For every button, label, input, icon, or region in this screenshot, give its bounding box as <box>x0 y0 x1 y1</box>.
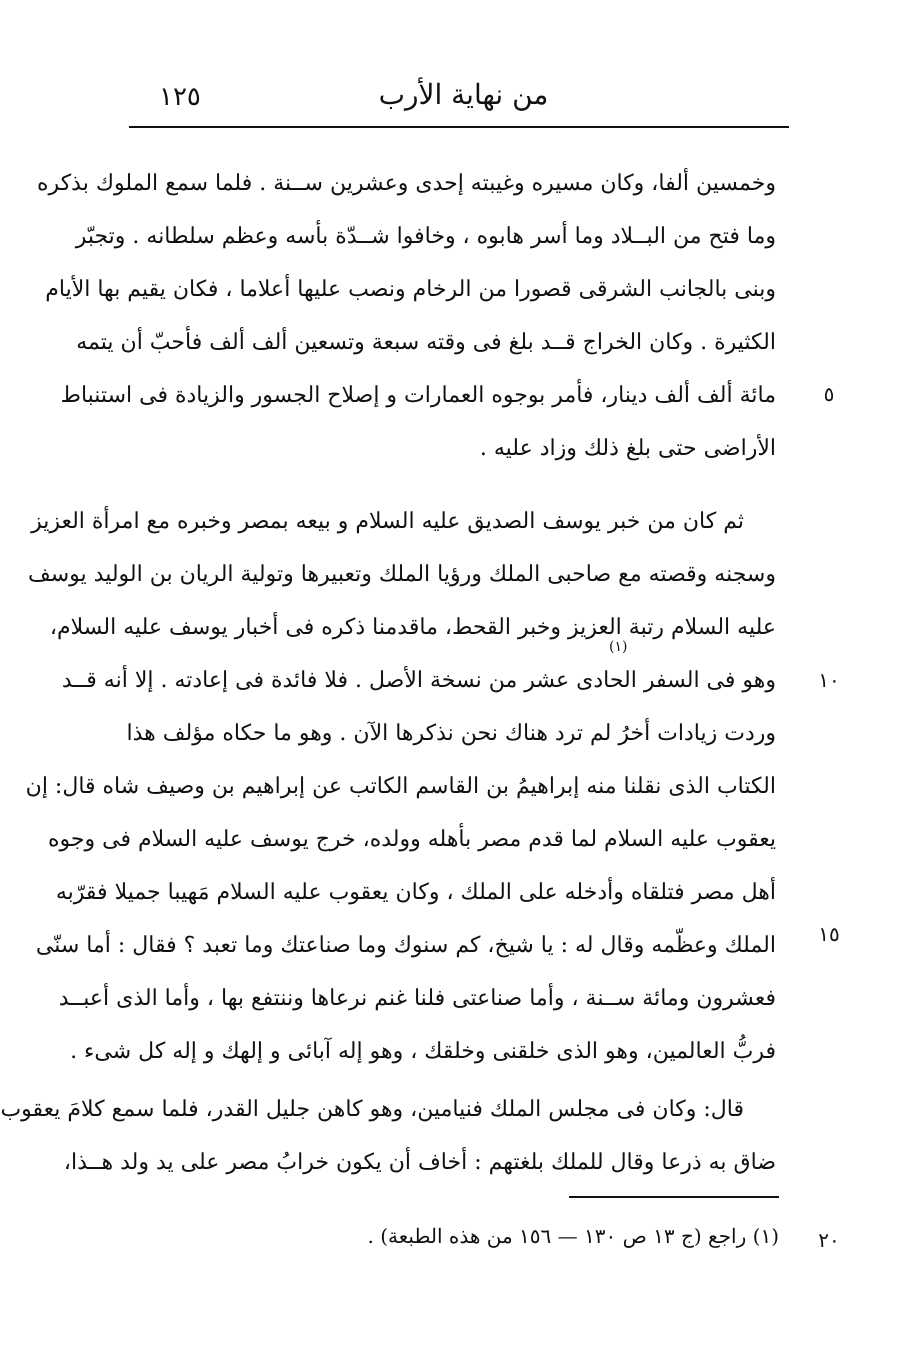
text-line: يعقوب عليه السلام لما قدم مصر بأهله وولده، خرج يوسف عليه السلام فى وجوه <box>48 827 776 852</box>
text-line: الأراضى حتى بلغ ذلك وزاد عليه . <box>479 436 776 461</box>
text-line: فعشرون ومائة ســنة ، وأما صناعتى فلنا غنم نرعاها وننتفع بها ، وأما الذى أعبــد <box>58 986 776 1011</box>
paragraph-3 <box>0 1083 776 1189</box>
footnote-marker: (١) <box>609 639 628 655</box>
text-line: وردت زيادات أخرُ لم ترد هناك نحن نذكرها الآن . وهو ما حكاه مؤلف هذا <box>126 721 776 746</box>
text-line: أهل مصر فتلقاه وأدخله على الملك ، وكان يعقوب عليه السلام مَهيبا جميلا فقرّبه <box>55 880 776 905</box>
line-number: ٢٠ <box>818 1228 840 1252</box>
line-number: ١٥ <box>818 922 840 946</box>
footnote-rule <box>569 1196 779 1198</box>
text-line: الملك وعظّمه وقال له : يا شيخ، كم سنوك وما صناعتك وما تعبد ؟ فقال : أما سنّى <box>35 933 776 958</box>
line-number: ٥ <box>823 382 835 406</box>
header-rule <box>129 126 789 128</box>
text-line: فربُّ العالمين، وهو الذى خلقنى وخلقك ، وهو إله آبائى و إلهك و إله كل شىء . <box>70 1039 776 1064</box>
footnote: (١) راجع (ج ١٣ ص ١٣٠ — ١٥٦ من هذه الطبعة) . <box>367 1224 779 1248</box>
paragraph-2 <box>25 495 776 1078</box>
text-line: وبنى بالجانب الشرقى قصورا من الرخام ونصب عليها أعلاما ، فكان يقيم بها الأيام <box>45 277 776 302</box>
text-line: مائة ألف ألف دينار، فأمر بوجوه العمارات و إصلاح الجسور والزيادة فى استنباط <box>60 383 776 408</box>
text-line: وما فتح من البــلاد وما أسر هابوه ، وخافوا شــدّة بأسه وعظم سلطانه . وتجبّر <box>75 224 776 249</box>
text-line: ثم كان من خبر يوسف الصديق عليه السلام و بيعه بمصر وخبره مع امرأة العزيز <box>31 509 744 534</box>
running-title: من نهاية الأرب <box>378 78 549 111</box>
text-line: ضاق به ذرعا وقال للملك بلغتهم : أخاف أن يكون خرابُ مصر على يد ولد هــذا، <box>63 1150 776 1175</box>
text-line: وهو فى السفر الحادى عشر من نسخة الأصل . فلا فائدة فى إعادته . إلا أنه قــد <box>61 668 776 693</box>
text-line: وخمسين ألفا، وكان مسيره وغيبته إحدى وعشرين ســنة . فلما سمع الملوك بذكره <box>37 171 776 196</box>
text-line: الكتاب الذى نقلنا منه إبراهيمُ بن القاسم الكاتب عن إبراهيم بن وصيف شاه قال: إن <box>25 774 776 799</box>
text-line: الكثيرة . وكان الخراج قــد بلغ فى وقته سبعة وتسعين ألف ألف فأحبّ أن يتمه <box>76 330 776 355</box>
line-number: ١٠ <box>818 668 840 692</box>
text-line: عليه السلام رتبة العزيز وخبر القحط، ماقدمنا ذكره فى أخبار يوسف عليه السلام، <box>49 615 776 640</box>
text-line: قال: وكان فى مجلس الملك فنيامين، وهو كاهن جليل القدر، فلما سمع كلامَ يعقوب <box>0 1097 744 1122</box>
text-line: وسجنه وقصته مع صاحبى الملك ورؤيا الملك وتعبيرها وتولية الريان بن الوليد يوسف <box>27 562 776 587</box>
page-number: ١٢٥ <box>159 82 201 112</box>
paragraph-1 <box>37 157 776 475</box>
